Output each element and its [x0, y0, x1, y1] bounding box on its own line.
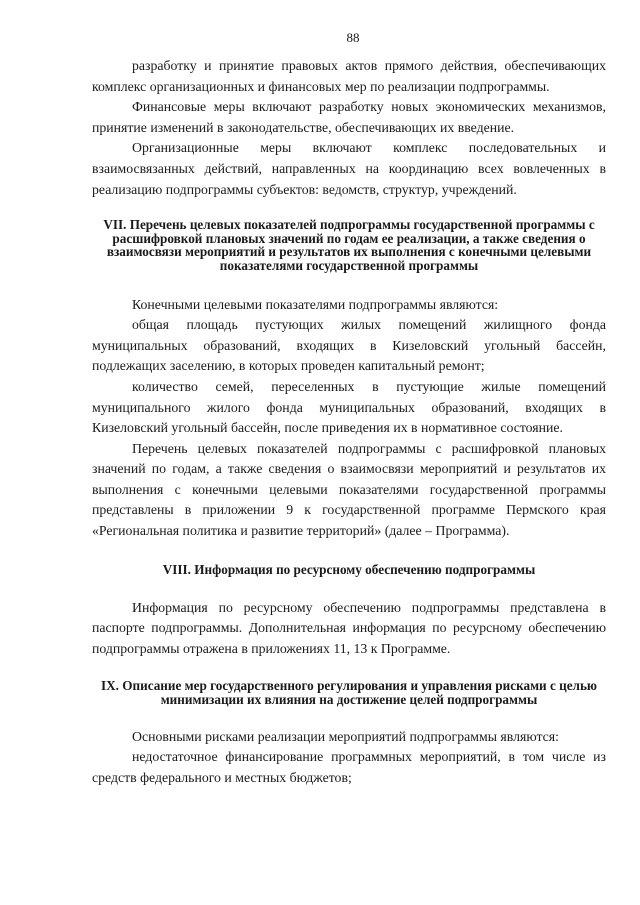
section-heading-7: VII. Перечень целевых показателей подпрограммы государственной программы с расшифровкой плановых значений по годам ее реализации, а также сведения о взаимосвязи мероприятий и результатов их выполнения с конечными целевыми показателями государственной программы: [103, 217, 595, 273]
paragraph: количество семей, переселенных в пустующие жилые помещений муниципального жилого фонда муниципальных образований, входящих в Кизеловский угольный бассейн, после приведения их в нормативное состояние.: [92, 378, 606, 436]
paragraph: Конечными целевыми показателями подпрограммы являются:: [132, 296, 499, 312]
paragraph: недостаточное финансирование программных мероприятий, в том числе из средств федерального и местных бюджетов;: [92, 749, 606, 785]
section-heading-8: VIII. Информация по ресурсному обеспечению подпрограммы: [162, 561, 536, 577]
paragraph: Перечень целевых показателей подпрограммы с расшифровкой плановых значений по годам, а также сведения о взаимосвязи мероприятий и результатов их выполнения с конечными целевыми показателями государственной программы представлены в приложении 9 к государственной программе Пермского края «Региональная политика и развитие территорий» (далее – Программа).: [92, 440, 606, 539]
section-heading-9: IX. Описание мер государственного регулирования и управления рисками с целью минимизации их влияния на достижение целей подпрограммы: [101, 678, 597, 708]
paragraph: Финансовые меры включают разработку новых экономических механизмов, принятие изменений в законодательстве, обеспечивающих их введение.: [92, 99, 606, 135]
paragraph: Организационные меры включают комплекс последовательных и взаимосвязанных действий, направленных на координацию всех вовлеченных в реализацию подпрограммы субъектов: ведомств, структур, учреждений.: [92, 140, 606, 197]
paragraph: разработку и принятие правовых актов прямого действия, обеспечивающих комплекс организационных и финансовых мер по реализации подпрограммы.: [92, 58, 606, 94]
page-number: 88: [346, 30, 360, 45]
paragraph: Основными рисками реализации мероприятий подпрограммы являются:: [132, 728, 559, 744]
paragraph: Информация по ресурсному обеспечению подпрограммы представлена в паспорте подпрограммы. Дополнительная информация по ресурсному обеспечению подпрограммы отражена в приложениях 11, 13 к Программе.: [92, 599, 606, 656]
paragraph: общая площадь пустующих жилых помещений жилищного фонда муниципальных образований, входящих в Кизеловский угольный бассейн, подлежащих заселению, в которых проведен капитальный ремонт;: [92, 317, 606, 374]
document-page: [92, 30, 606, 788]
